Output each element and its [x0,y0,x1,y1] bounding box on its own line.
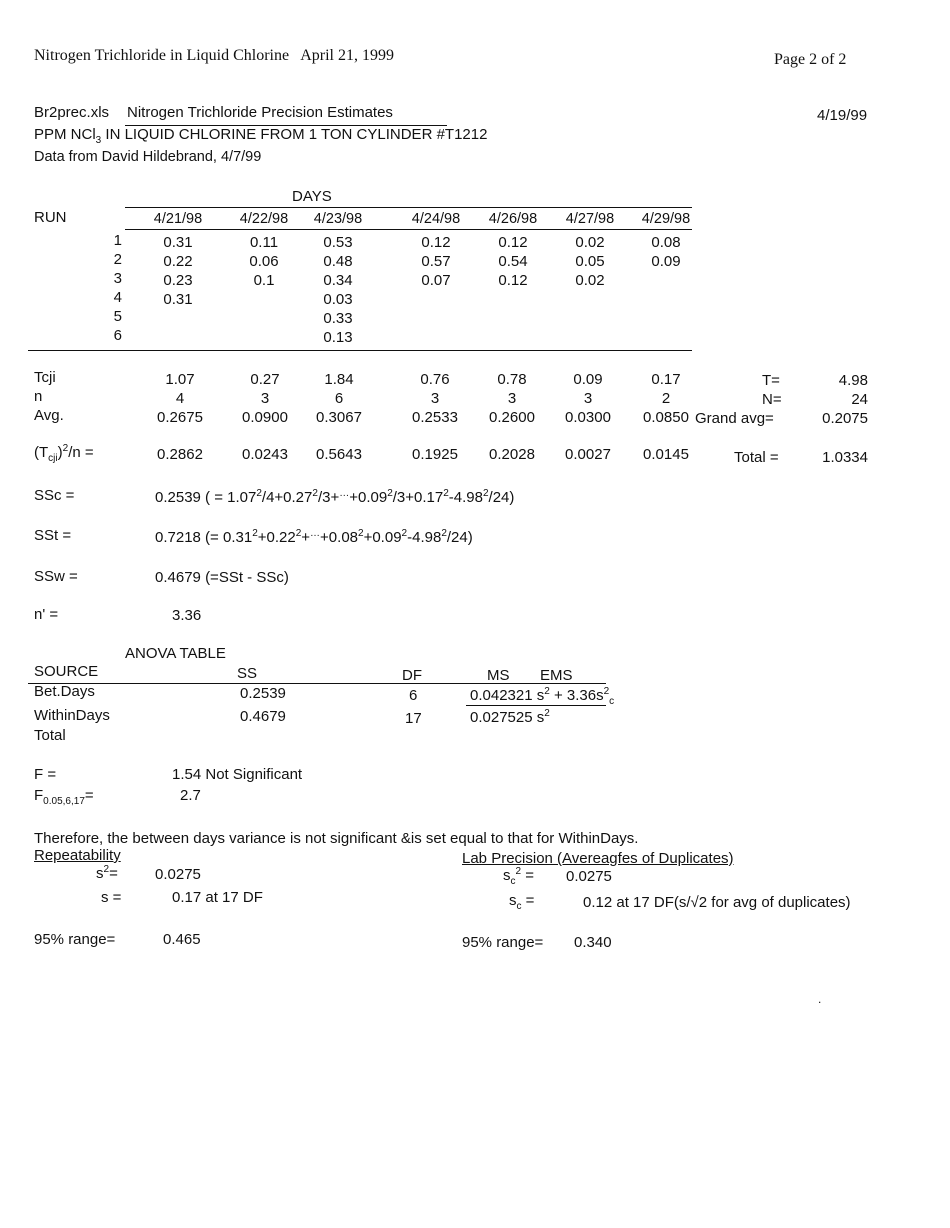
sq-label-d: 2 [62,443,69,454]
fcrit-end: = [84,787,94,804]
sq-value: 0.5643 [316,446,362,463]
sq-value: 0.0027 [565,446,611,463]
avg-value: 0.0850 [643,409,689,426]
ssw-note: (=SSt - SSc) [205,569,289,586]
fcrit-sub: 0.05,6,17 [43,796,85,807]
run-number: 4 [113,289,122,306]
fcrit-label [34,787,94,807]
sheet-file-name: Br2prec.xls [34,104,110,121]
sq-label-b: cji [48,453,58,464]
day-header: 4/27/98 [565,211,615,227]
sc-label: $s_c$ = [509,892,535,912]
subtitle-post: IN LIQUID CHLORINE FROM 1 TON CYLINDER #T1212 [101,126,488,143]
value-cell: 0.34 [323,272,353,289]
anova-row-between-msems: 0.042321 $s^2 + 3.36s^2_c$ [470,686,615,707]
value-cell: 0.54 [498,253,528,270]
value-cell: 0.12 [498,234,528,251]
sheet-name: Nitrogen Trichloride Precision Estimates [127,104,393,121]
anova-row-within-df: 17 [405,710,422,727]
lab-precision-title: Lab Precision (Avereagfes of Duplicates) [462,850,734,867]
sst-line: 0.7218 (= $0.31^2+0.22^2+^\dots+0.08^2+0.09^2-4.98^2/24$) [155,528,473,546]
ssc-label: SSc = [34,487,75,504]
value-cell: 0.53 [323,234,353,251]
conclusion: Therefore, the between days variance is not significant &is set equal to that for WithinDays. [34,830,639,847]
sq-value: 0.0243 [242,446,288,463]
value-cell: 0.48 [323,253,353,270]
run-number: 5 [113,308,122,325]
value-cell: 0.33 [323,310,353,327]
value-cell: 0.11 [249,234,279,251]
grand-avg-value: 0.2075 [822,410,868,427]
f-result [172,766,302,783]
total-label: Total = [734,449,779,466]
tcji-value: 1.07 [165,371,195,388]
page-number: Page 2 of 2 [774,51,847,68]
anova-header-ems: EMS [540,667,573,684]
value-cell: 0.57 [421,253,451,270]
sc-value: 0.12 at 17 DF(s/√2 for avg of duplicates) [583,894,851,911]
sq-label-a: (T [34,444,49,461]
avg-label: Avg. [34,407,64,424]
avg-value: 0.2533 [412,409,458,426]
value-cell: 0.05 [575,253,605,270]
subtitle-pre: PPM NCl [34,126,96,143]
avg-value: 0.2675 [157,409,203,426]
sheet-date: 4/19/99 [817,107,868,124]
sq-value: 0.2862 [157,446,203,463]
t-label: T= [762,372,780,389]
tcji-value: 0.27 [250,371,280,388]
avg-value: 0.2600 [489,409,535,426]
tcji-label: Tcji [34,369,56,386]
day-header: 4/23/98 [313,211,363,227]
n-value: 3 [583,390,593,407]
avg-value: 0.3067 [316,409,362,426]
sst-value: 0.7218 [155,529,201,546]
repeat-range-label: 95% range= [34,931,116,948]
day-header: 4/26/98 [488,211,538,227]
days-label: DAYS [292,188,332,205]
t-value: 4.98 [838,372,868,389]
sc2-value: 0.0275 [566,868,612,885]
value-cell: 0.31 [163,234,193,251]
value-cell: 0.1 [253,272,275,289]
subtitle-sub: 3 [95,135,102,146]
value-cell: 0.22 [163,253,193,270]
anova-row-within-source: WithinDays [34,707,110,724]
anova-header-rule [28,683,606,684]
document-title [34,47,394,65]
n-value: 3 [430,390,440,407]
sst-label: SSt = [34,527,72,544]
day-header: 4/24/98 [411,211,461,227]
sq-value: 0.0145 [643,446,689,463]
run-label: RUN [34,209,67,226]
nprime-label: n' = [34,606,59,623]
sc2-label: $s_c^2$ = [503,866,534,887]
value-cell: 0.06 [249,253,279,270]
n-label: n [34,388,43,405]
ssc-value: 0.2539 [155,489,201,506]
anova-row-total-source: Total [34,727,66,744]
repeat-range-value: 0.465 [163,931,201,948]
n-value: 2 [661,390,671,407]
f-note: Not Significant [205,766,303,783]
lab-range-value: 0.340 [574,934,612,951]
table-bottom-rule [28,350,692,351]
anova-ms-rule [466,705,606,706]
s-label: s = [101,889,122,906]
data-source: Data from David Hildebrand, 4/7/99 [34,149,262,165]
n-total-value: 24 [851,391,868,408]
n-total-label: N= [762,391,782,408]
anova-row-between-df: 6 [409,687,418,704]
n-value: 3 [507,390,517,407]
fcrit-value: 2.7 [180,787,201,804]
n-value: 4 [175,390,185,407]
avg-value: 0.0900 [242,409,288,426]
fcrit-main: F [34,787,44,804]
repeatability-title: Repeatability [34,847,121,864]
anova-header-ss: SS [237,665,258,682]
value-cell: 0.08 [651,234,681,251]
anova-row-within-msems: 0.027525 $s^2$ [470,708,550,726]
value-cell: 0.12 [421,234,451,251]
value-cell: 0.03 [323,291,353,308]
value-cell: 0.02 [575,272,605,289]
value-cell: 0.23 [163,272,193,289]
grand-avg-label: Grand avg= [695,410,774,427]
sq-value: 0.2028 [489,446,535,463]
anova-header-source: SOURCE [34,663,99,680]
run-number: 3 [113,270,122,287]
sheet-subtitle [34,126,487,146]
tcji-value: 0.09 [573,371,603,388]
value-cell: 0.12 [498,272,528,289]
anova-row-within-ms: 0.027525 [470,709,533,726]
anova-row-between-source: Bet.Days [34,683,95,700]
sq-label [34,443,94,464]
ssc-line: 0.2539 ( = $1.07^2/4+0.27^2/3+^\dots+0.09^2/3+0.17^2-4.98^2/24$) [155,488,515,506]
tcji-value: 1.84 [324,371,354,388]
f-label: F = [34,766,57,783]
ssw-value: 0.4679 [155,569,201,586]
anova-header-ms: MS [487,667,510,684]
total-value: 1.0334 [822,449,868,466]
ssw-line [155,569,289,586]
tcji-value: 0.17 [651,371,681,388]
anova-row-between-ms: 0.042321 [470,687,533,704]
document-title-text: Nitrogen Trichloride in Liquid Chlorine [34,47,290,64]
value-cell: 0.31 [163,291,193,308]
anova-row-within-ss: 0.4679 [240,708,286,725]
day-header: 4/22/98 [239,211,289,227]
ssw-label: SSw = [34,568,78,585]
day-header: 4/21/98 [153,211,203,227]
tcji-value: 0.78 [497,371,527,388]
avg-value: 0.0300 [565,409,611,426]
value-cell: 0.13 [323,329,353,346]
n-value: 3 [260,390,270,407]
f-value: 1.54 [172,766,202,783]
value-cell: 0.09 [651,253,681,270]
tcji-value: 0.76 [420,371,450,388]
stray-dot: . [818,992,822,1006]
value-cell: 0.07 [421,272,451,289]
s2-label: $s^2=$ [96,864,118,882]
sq-value: 0.1925 [412,446,458,463]
run-number: 2 [113,251,122,268]
sq-label-c: ) [57,444,63,461]
anova-header-df: DF [402,667,422,684]
run-number: 1 [113,232,122,249]
value-cell: 0.02 [575,234,605,251]
day-header: 4/29/98 [641,211,691,227]
anova-title: ANOVA TABLE [125,645,226,662]
lab-range-label: 95% range= [462,934,544,951]
date-header-rule [125,229,692,230]
s2-value: 0.0275 [155,866,201,883]
anova-row-between-ss: 0.2539 [240,685,286,702]
s-value: 0.17 at 17 DF [172,889,263,906]
n-value: 6 [334,390,344,407]
nprime-value: 3.36 [172,607,202,624]
document-date: April 21, 1999 [300,47,394,64]
sq-label-e: /n = [68,444,94,461]
run-number: 6 [113,327,122,344]
days-header-rule [125,207,692,208]
